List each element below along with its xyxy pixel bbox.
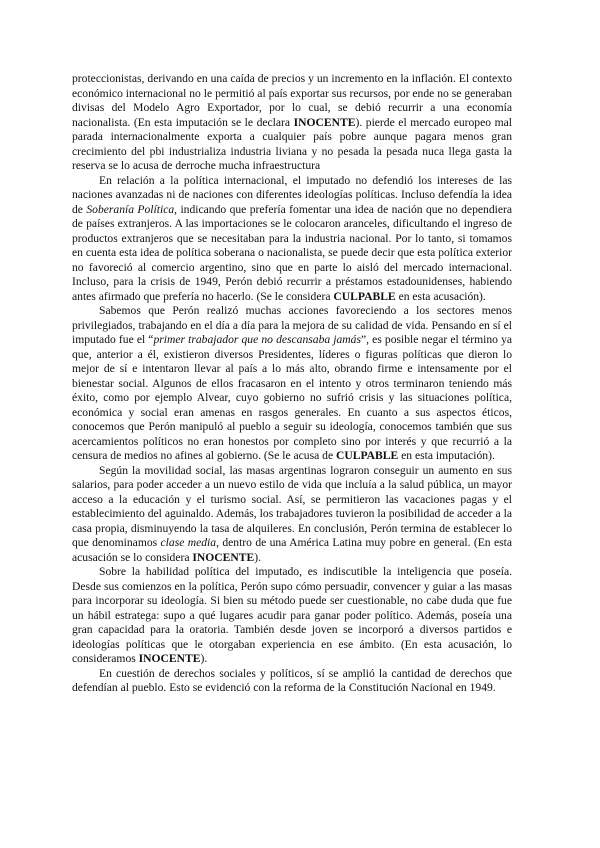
paragraph-economy xyxy=(72,72,512,174)
paragraph-international-policy xyxy=(72,174,512,305)
verdict-innocent: INOCENTE xyxy=(138,652,201,665)
paragraph-text: , dentro de una América Latina muy pobre en general. (En esta acusación se lo considera xyxy=(72,536,512,564)
verdict-guilty: CULPABLE xyxy=(333,289,396,303)
paragraph-text: , indicando que prefería fomentar una idea de nación que no dependiera de países extranjeros. A las importaciones se le colocaron aranceles, dificultando el ingreso de productos extranjeros que se necesitaban para la industria nacional. Por lo tanto, si tomamos en cuenta esta idea de política soberana o nacionalista, se puede decir que esta política exterior no favoreció al comercio argentino, sino que en parte lo aisló del mercado internacional. Incluso, para la crisis de 1949, Perón debió recurrir a préstamos estadounidenses, habiendo antes afirmado que prefería no hacerlo. (Se le considera xyxy=(72,202,512,303)
paragraph-text: Sobre la habilidad política del imputado, es indiscutible la inteligencia que poseía. Desde sus comienzos en la política, Perón supo cómo persuadir, convencer y guiar a las masas para incorporar su ideología. Si bien su método puede ser cuestionable, no cabe duda que fue un hábil estratega: supo a qué lugares acudir para ganar poder político. Además, poseía una gran capacidad para la oratoria. También desde joven se incorporó a diversos partidos e ideologías políticas que le otorgaban experiencia en ese ámbito. (En esta acusación, lo consideramos xyxy=(72,565,512,665)
paragraph-social-mobility xyxy=(72,464,512,566)
verdict-guilty: CULPABLE xyxy=(335,449,399,462)
paragraph-text: Sabemos que Perón realizó muchas acciones favoreciendo a los sectores menos privilegiados, trabajando en el día a día para la mejora de su calidad de vida. Pensando en sí el imputado fue el “ xyxy=(72,304,512,346)
verdict-innocent: INOCENTE xyxy=(192,550,255,564)
document-page xyxy=(72,72,512,696)
paragraph-text: ). xyxy=(254,550,262,564)
paragraph-text: proteccionistas, derivando en una caída de precios y un incremento en la inflación. El contexto económico internacional no le permitió al país exportar sus recursos, por ende no se generaban divisas del Modelo Agro Exportador, por lo cual, se debió recurrir a una economía nacionalista. (En esta imputación se le declara xyxy=(72,72,512,129)
paragraph-text: en esta imputación). xyxy=(398,449,495,462)
emphasis-quote: primer trabajador que no descansaba jamás xyxy=(153,333,361,346)
paragraph-text: en esta acusación). xyxy=(395,289,486,303)
paragraph-text: Según la movilidad social, las masas argentinas lograron conseguir un aumento en sus salarios, para poder acceder a un nuevo estilo de vida que incluía a la salud pública, un mayor acceso a la educación y el turismo social. Así, se permitieron las vacaciones pagas y el establecimiento del aguinaldo. Además, los trabajadores tuvieron la posibilidad de acceder a la casa propia, disminuyendo la tasa de alquileres. En conclusión, Perón termina de establecer lo que denominamos xyxy=(72,463,512,549)
paragraph-text: ”, es posible negar el término ya que, anterior a él, existieron diversos Presidentes, líderes o figuras políticas que dieron lo mejor de sí e intentaron llevar al país a lo más alto, obrando firme e intensamente por el bienestar social. Algunos de ellos fracasaron en el intento y otros terminaron teniendo más éxito, como por ejemplo Alvear, cuyo gobierno no sufrió crisis y las situaciones política, económica y social eran amenas en rasgos generales. En cuanto a sus aspectos éticos, conocemos que Perón manipuló al pueblo a seguir su ideología, conocemos también que sus acercamientos políticos no eran honestos por completo sino por interés y que recurrió a la censura de medios no afines al gobierno. (Se le acusa de xyxy=(72,333,513,462)
paragraph-text: ). xyxy=(200,652,208,665)
paragraph-text: En relación a la política internacional, el imputado no defendió los intereses de las naciones avanzadas ni de naciones con diferentes ideologías políticas. Incluso defendía la idea de xyxy=(72,173,512,216)
paragraph-social-rights xyxy=(72,667,512,696)
verdict-innocent: INOCENTE xyxy=(293,115,356,129)
paragraph-first-worker xyxy=(72,304,512,464)
emphasis-term: Soberanía Política xyxy=(86,202,175,216)
paragraph-text: ). pierde el mercado europeo mal parada internacionalmente exporta a cualquier país pobre aunque pagara menos gran crecimiento del pbi industrializa industria liviana y no pesada la pesada nuca llega gasta la reserva se lo acusa de derroche mucha infraestructura xyxy=(72,115,512,172)
emphasis-term: clase media xyxy=(160,536,217,549)
paragraph-text: En cuestión de derechos sociales y políticos, sí se amplió la cantidad de derechos que defendían al pueblo. Esto se evidenció con la reforma de la Constitución Nacional en 1949. xyxy=(72,666,512,694)
paragraph-political-skill xyxy=(72,565,512,667)
